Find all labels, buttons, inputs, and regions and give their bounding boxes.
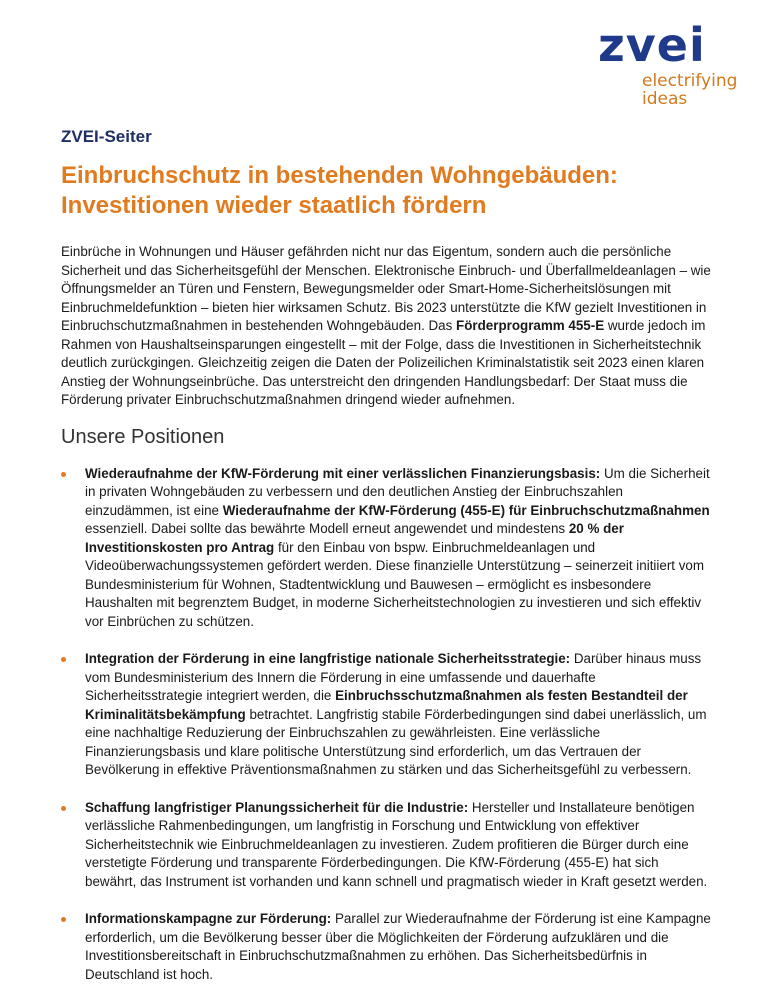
- document-title: [61, 161, 711, 221]
- intro-bold-1: Förderprogramm 455-E: [456, 318, 605, 333]
- position-text: Parallel zur Wiederaufnahme der Förderung ist eine Kampagne erforderlich, um die Bevölkerung besser über die Möglichkeiten der Förderung aufzuklären und die Investitionsbereitschaft in Einbruchschutzmaßnahmen zu erhöhen. Das Sicherheitsbedürfnis in Deutschland ist hoch.: [85, 911, 711, 982]
- bullet-icon: [61, 472, 66, 477]
- position-lead: Schaffung langfristiger Planungssicherheit für die Industrie:: [85, 799, 469, 815]
- title-line-2: Investitionen wieder staatlich fördern: [61, 192, 487, 219]
- logo-tagline-line1: electrifying: [642, 71, 738, 91]
- position-text: betrachtet. Langfristig stabile Förderbedingungen sind dabei unerlässlich, um eine nachhaltige Reduzierung der Einbruchszahlen zu gewährleisten. Eine verlässliche Finanzierungsbasis und klare politische Unterstützung sind erforderlich, um das Vertrauen der Bevölkerung in effektive Präventionsmaßnahmen zu stärken und das Sicherheitsgefühl zu verbessern.: [85, 706, 707, 777]
- intro-paragraph: [61, 243, 711, 410]
- position-text: essenziell. Dabei sollte das bewährte Modell erneut angewendet und mindestens: [85, 521, 569, 536]
- intro-text-2: wurde jedoch im Rahmen von Haushaltseinsparungen eingestellt – mit der Folge, dass die Investitionen in Sicherheitstechnik deutlich zurückgingen. Gleichzeitig zeigen die Daten der Polizeilichen Kriminalstatistik seit 2023 einen klaren Anstieg der Wohnungseinbrüche. Das unterstreicht den dringenden Handlungsbedarf: Der Staat muss die Förderung privater Einbruchschutzmaßnahmen dringend wieder aufnehmen.: [61, 318, 706, 407]
- document-body: [61, 127, 711, 1003]
- bullet-icon: [61, 917, 66, 922]
- zvei-logo: [594, 18, 744, 109]
- position-item-3: [61, 799, 711, 892]
- document-kicker: ZVEI-Seiter: [61, 127, 152, 146]
- position-text: Darüber hinaus muss vom Bundesministerium des Innern die Förderung in eine umfassende und dauerhafte Sicherheitsstrategie integriert werden, die: [85, 651, 702, 703]
- intro-text-1: Einbrüche in Wohnungen und Häuser gefährden nicht nur das Eigentum, sondern auch die persönliche Sicherheit und das Sicherheitsgefühl der Menschen. Elektronische Einbruch- und Überfallmeldeanlagen – wie Öffnungsmelder an Türen und Fenstern, Bewegungsmelder oder Smart-Home-Sicherheitslösungen mit Einbruchmeldefunktion – bieten hier wirksamen Schutz. Bis 2023 unterstützte die KfW gezielt Investitionen in Einbruchschutzmaßnahmen in bestehenden Wohngebäuden. Das: [61, 244, 711, 333]
- position-item-4: [61, 910, 711, 984]
- position-text: Hersteller und Installateure benötigen verlässliche Rahmenbedingungen, um langfristig in Forschung und Entwicklung von effektiver Sicherheitstechnik wie Einbruchmeldeanlagen zu investieren. Zudem profitieren die Bürger durch eine verstetigte Förderung und transparente Förderbedingungen. Die KfW-Förderung (455-E) hat sich bewährt, das Instrument ist vorhanden und kann schnell und pragmatisch wieder in Kraft gesetzt werden.: [85, 799, 708, 889]
- section-title: Unsere Positionen: [61, 425, 225, 448]
- title-line-1: Einbruchschutz in bestehenden Wohngebäuden:: [61, 162, 618, 189]
- position-bold: Wiederaufnahme der KfW-Förderung (455-E) für Einbruchschutzmaßnahmen: [222, 502, 710, 518]
- bullet-icon: [61, 657, 66, 662]
- logo-tagline: [642, 72, 744, 108]
- positions-list: [61, 465, 711, 985]
- logo-tagline-line2: ideas: [642, 89, 688, 109]
- position-text: Um die Sicherheit in privaten Wohngebäuden zu verbessern und den deutlichen Anstieg der Einbruchszahlen einzudämmen, ist eine: [85, 465, 710, 518]
- position-bold: 20 % der Investitionskosten pro Antrag: [85, 521, 624, 555]
- logo-wordmark: zvei: [598, 18, 706, 72]
- position-lead: Integration der Förderung in eine langfristige nationale Sicherheitsstrategie:: [85, 651, 571, 666]
- position-lead: Wiederaufnahme der KfW-Förderung mit einer verlässlichen Finanzierungsbasis:: [85, 465, 601, 481]
- bullet-icon: [61, 806, 66, 811]
- position-item-2: [61, 650, 711, 780]
- position-bold: Einbruchsschutzmaßnahmen als festen Bestandteil der Kriminalitätsbekämpfung: [85, 688, 688, 722]
- position-lead: Informationskampagne zur Förderung:: [85, 911, 332, 926]
- position-text: für den Einbau von bspw. Einbruchmeldeanlagen und Videoüberwachungssystemen gefördert werden. Diese finanzielle Unterstützung – seinerzeit initiiert vom Bundesministerium für Wohnen, Stadtentwicklung und Bauwesen – ermöglicht es insbesondere Haushalten mit begrenztem Budget, in moderne Sicherheitstechnologien zu investieren und sich effektiv vor Einbrüchen zu schützen.: [85, 539, 705, 629]
- position-item-1: [61, 465, 711, 632]
